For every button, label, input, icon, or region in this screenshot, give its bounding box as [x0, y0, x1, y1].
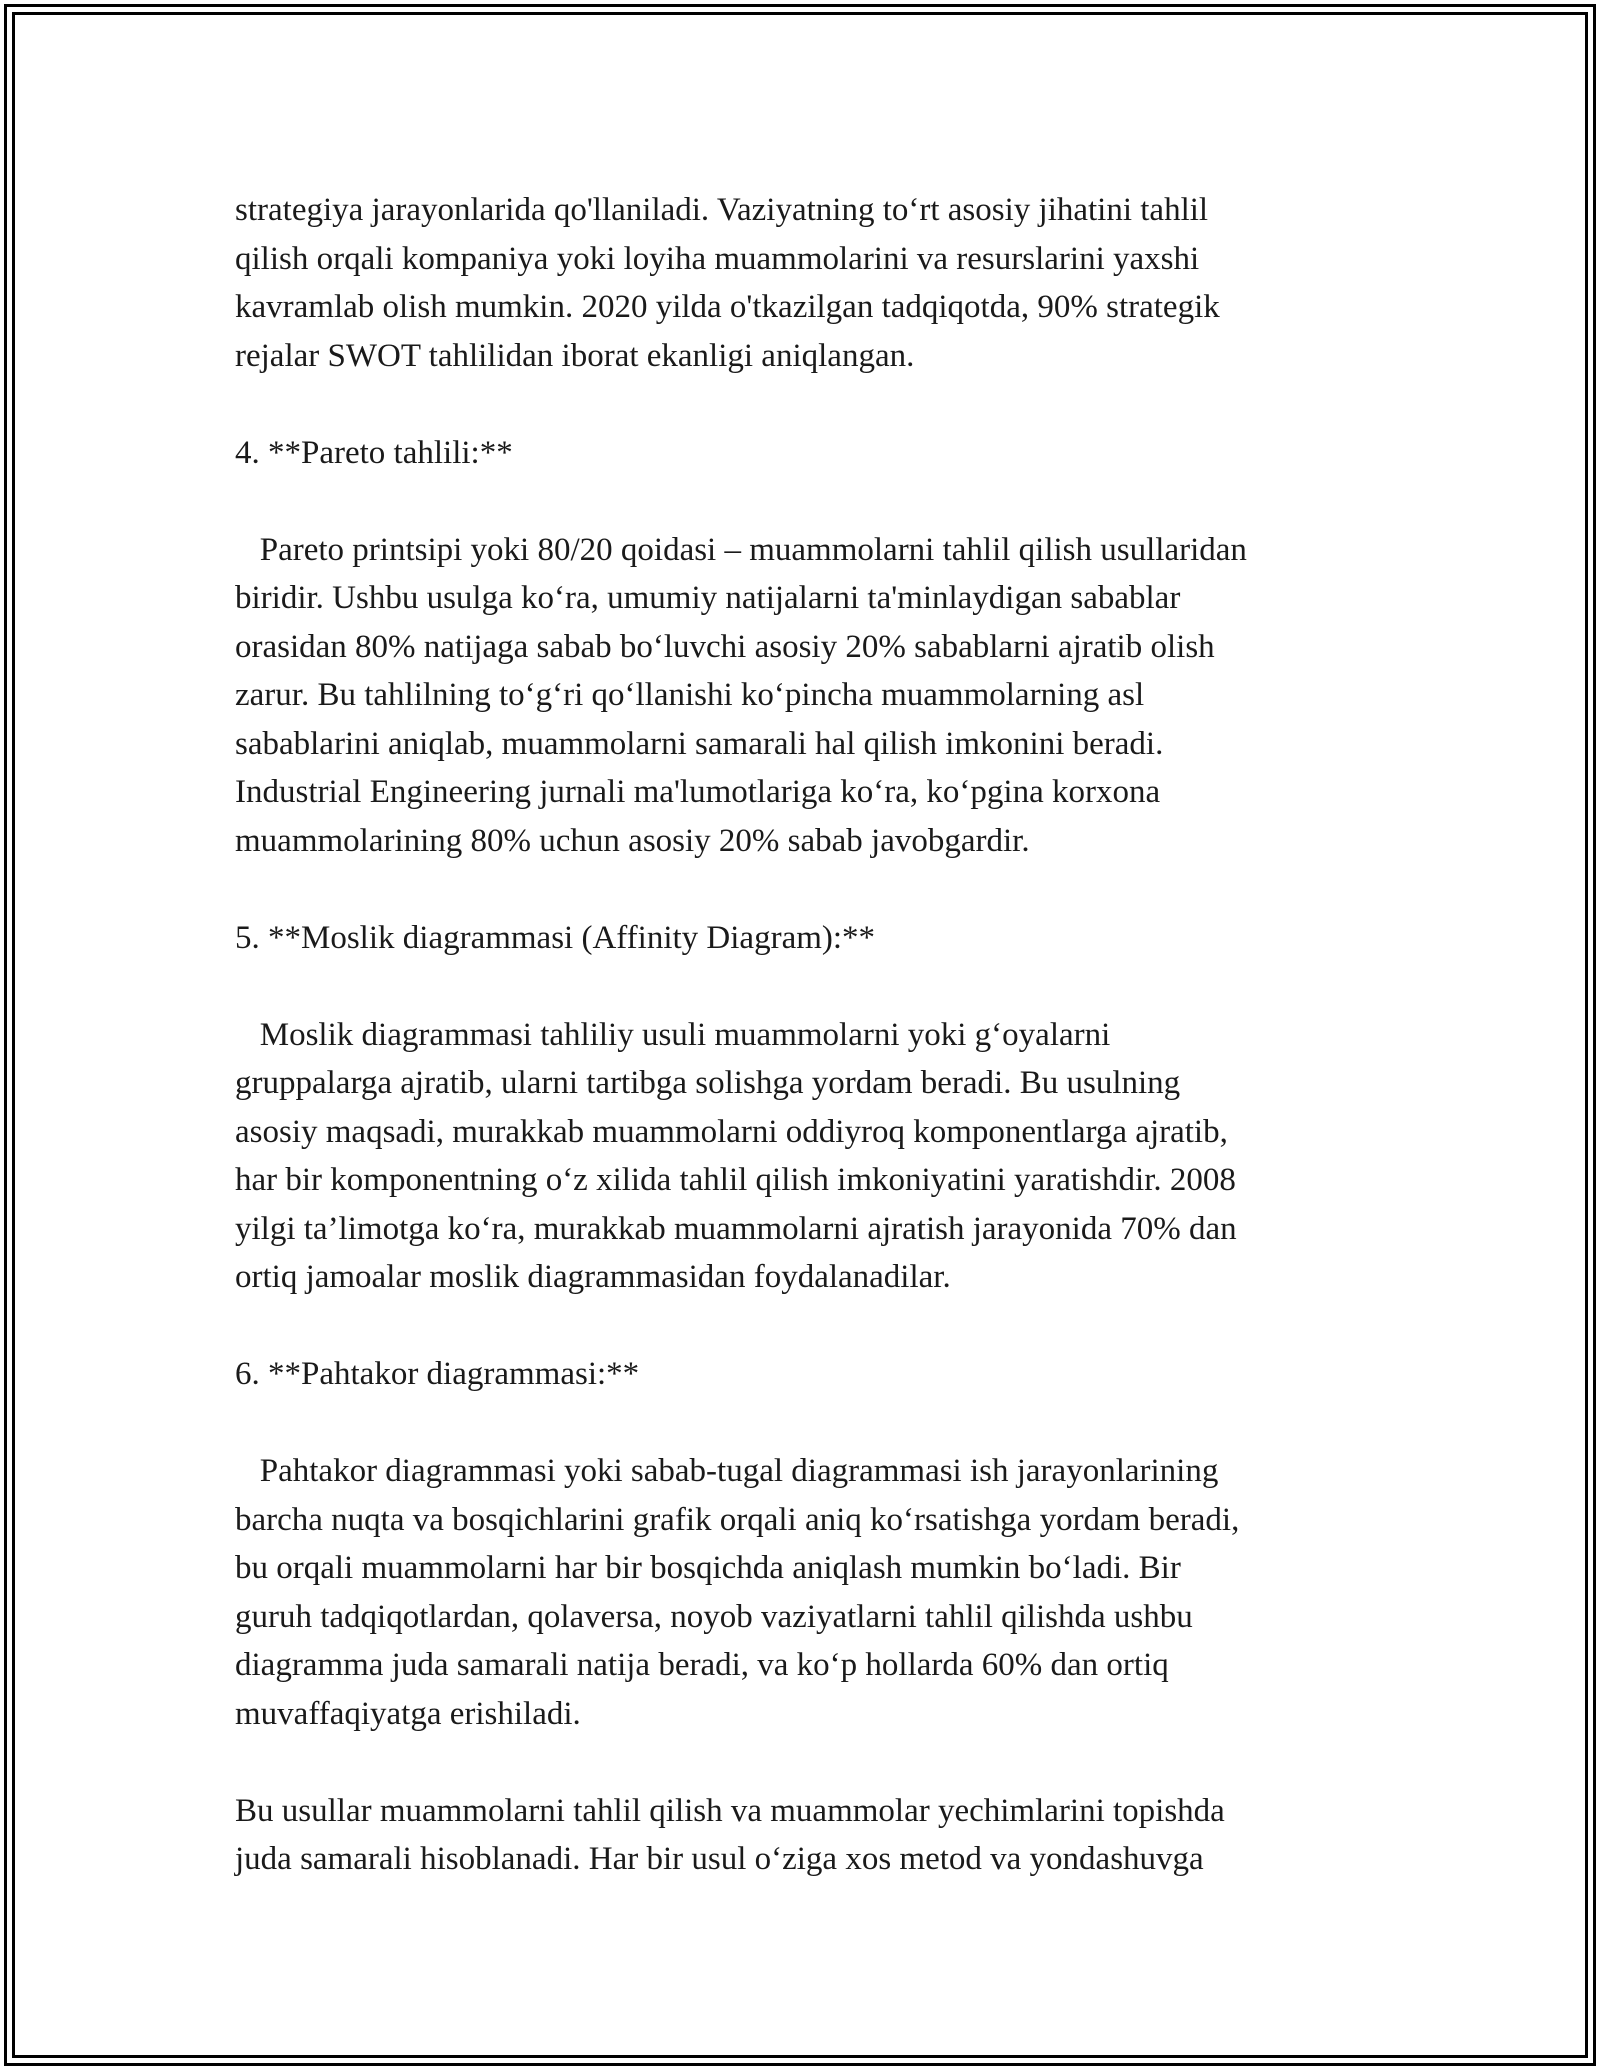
text-line: biridir. Ushbu usulga ko‘ra, umumiy natijalarni ta'minlaydigan sabablar	[235, 580, 1181, 616]
text-line: muvaffaqiyatga erishiladi.	[235, 1695, 581, 1732]
text-line: har bir komponentning o‘z xilida tahlil qilish imkoniyatini yaratishdir. 2008	[235, 1162, 1236, 1198]
blank-line	[235, 1399, 1375, 1448]
text-line: gruppalarga ajratib, ularni tartibga solishga yordam beradi. Bu usulning	[235, 1065, 1181, 1101]
text-line: ortiq jamoalar moslik diagrammasidan foydalanadilar.	[235, 1259, 951, 1295]
text-line: Moslik diagrammasi tahliliy usuli muammolarni yoki g‘oyalarni	[235, 1016, 1111, 1053]
document-body	[235, 186, 1375, 1884]
text-line: sabablarini aniqlab, muammolarni samarali hal qilish imkonini beradi.	[235, 725, 1164, 762]
blank-line	[235, 1738, 1375, 1787]
text-line: Bu usullar muammolarni tahlil qilish va muammolar yechimlarini topishda	[235, 1792, 1225, 1829]
text-line: 6. **Pahtakor diagrammasi:**	[235, 1356, 640, 1392]
blank-line	[235, 380, 1375, 429]
blank-line	[235, 477, 1375, 526]
text-line: rejalar SWOT tahlilidan iborat ekanligi aniqlangan.	[235, 337, 915, 374]
text-line: yilgi ta’limotga ko‘ra, murakkab muammolarni ajratish jarayonida 70% dan	[235, 1210, 1237, 1247]
blank-line	[235, 1302, 1375, 1351]
text-line: diagramma juda samarali natija beradi, va ko‘p hollarda 60% dan ortiq	[235, 1647, 1169, 1683]
text-line: qilish orqali kompaniya yoki loyiha muammolarini va resurslarini yaxshi	[235, 240, 1200, 277]
blank-line	[235, 962, 1375, 1011]
text-line: Pahtakor diagrammasi yoki sabab-tugal diagrammasi ish jarayonlarining	[235, 1453, 1219, 1489]
blank-line	[235, 865, 1375, 914]
text-line: Industrial Engineering jurnali ma'lumotlariga ko‘ra, ko‘pgina korxona	[235, 774, 1161, 810]
text-line: zarur. Bu tahlilning to‘g‘ri qo‘llanishi ko‘pincha muammolarning asl	[235, 677, 1145, 713]
text-line: bu orqali muammolarni har bir bosqichda aniqlash mumkin bo‘ladi. Bir	[235, 1550, 1181, 1586]
text-line: guruh tadqiqotlardan, qolaversa, noyob vaziyatlarni tahlil qilishda ushbu	[235, 1598, 1193, 1635]
text-line: 4. **Pareto tahlili:**	[235, 434, 513, 471]
text-line: muammolarining 80% uchun asosiy 20% sabab javobgardir.	[235, 822, 1030, 859]
text-line: barcha nuqta va bosqichlarini grafik orqali aniq ko‘rsatishga yordam beradi,	[235, 1501, 1240, 1538]
text-line: kavramlab olish mumkin. 2020 yilda o'tkazilgan tadqiqotda, 90% strategik	[235, 289, 1220, 325]
text-line: juda samarali hisoblanadi. Har bir usul o‘ziga xos metod va yondashuvga	[235, 1841, 1204, 1877]
text-line: 5. **Moslik diagrammasi (Affinity Diagram):**	[235, 919, 876, 956]
text-line: Pareto printsipi yoki 80/20 qoidasi – muammolarni tahlil qilish usullaridan	[235, 531, 1247, 568]
text-line: strategiya jarayonlarida qo'llaniladi. Vaziyatning to‘rt asosiy jihatini tahlil	[235, 192, 1209, 228]
text-line: orasidan 80% natijaga sabab bo‘luvchi asosiy 20% sabablarni ajratib olish	[235, 628, 1215, 665]
text-line: asosiy maqsadi, murakkab muammolarni oddiyroq komponentlarga ajratib,	[235, 1113, 1228, 1150]
